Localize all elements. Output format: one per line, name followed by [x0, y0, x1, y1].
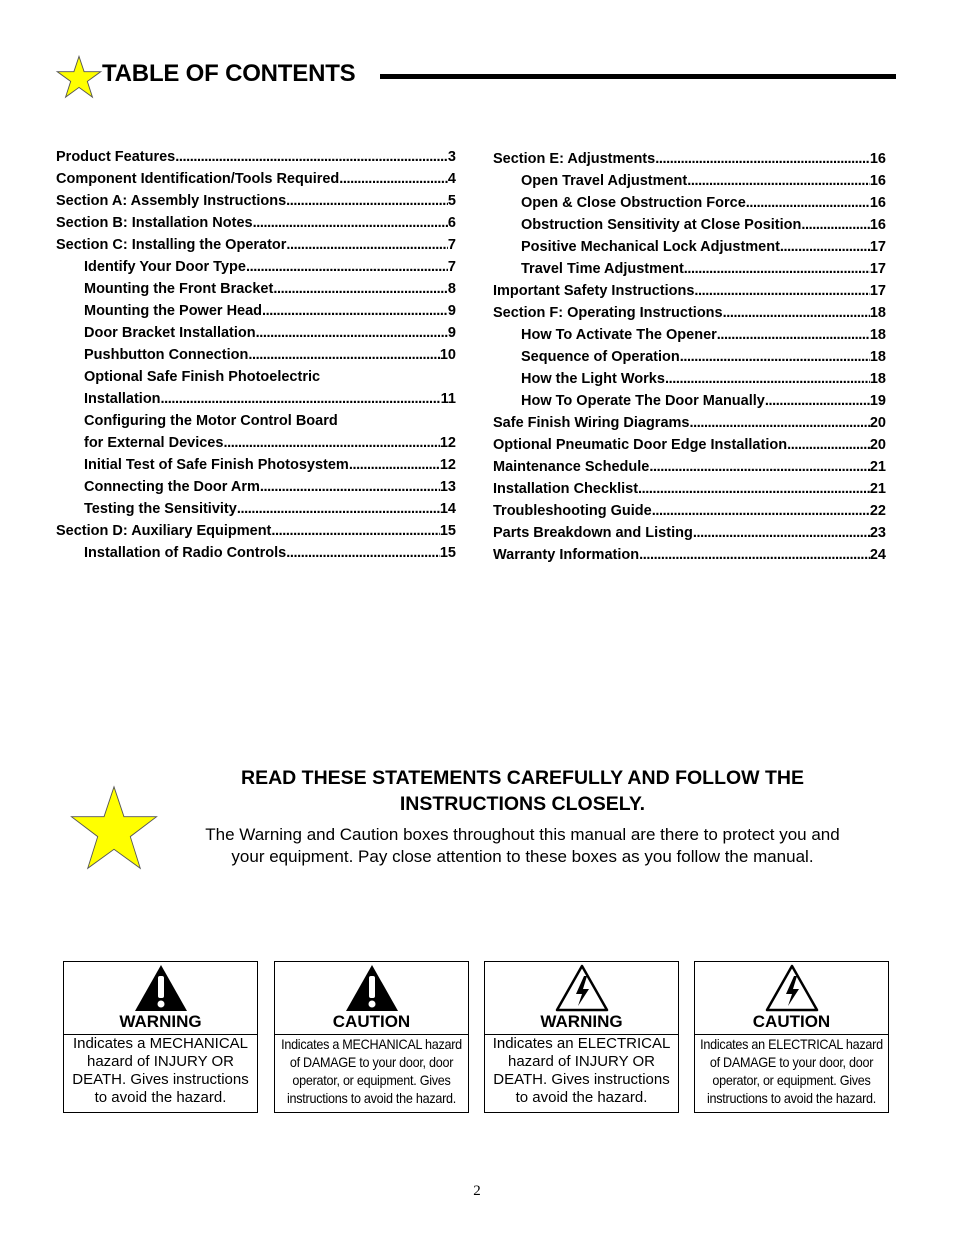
toc-entry-title: Safe Finish Wiring Diagrams [493, 415, 690, 431]
toc-entry-title: Open Travel Adjustment [521, 173, 688, 189]
toc-entry [493, 434, 886, 456]
star-icon [54, 55, 104, 99]
toc-entry-page: 15 [439, 523, 456, 539]
toc-entry-title: Sequence of Operation [521, 349, 680, 365]
toc-entry-page: 17 [869, 261, 886, 277]
toc-entry [493, 478, 886, 500]
toc-dot-leader [649, 456, 870, 478]
toc-entry-page: 12 [439, 457, 456, 473]
toc-entry [56, 300, 456, 322]
toc-entry-title: Section B: Installation Notes [56, 215, 253, 231]
toc-entry-title: How To Operate The Door Manually [521, 393, 765, 409]
toc-dot-leader [246, 256, 448, 278]
toc-entry-title: Section C: Installing the Operator [56, 237, 287, 253]
toc-entry [56, 410, 456, 432]
toc-entry-page: 7 [447, 237, 456, 253]
toc-entry [56, 454, 456, 476]
toc-dot-leader [689, 412, 869, 434]
box-description: Indicates an ELECTRICAL hazard of DAMAGE to your door, door operator, or equipment. Gives instructions to avoid the hazard. [700, 1036, 883, 1106]
toc-entry [493, 280, 886, 302]
toc-entry-page: 18 [869, 305, 886, 321]
toc-entry-title: Important Safety Instructions [493, 283, 695, 299]
toc-entry-title: Optional Safe Finish Photoelectric [84, 369, 321, 385]
toc-entry-page: 17 [869, 239, 886, 255]
toc-entry-page: 13 [439, 479, 456, 495]
toc-entry-title: Installation Checklist [493, 481, 639, 497]
notice-body: The Warning and Caution boxes throughout this manual are there to protect you and your equipment. Pay close attention to these boxes as you follow the manual. [205, 825, 840, 866]
toc-entry-page: 23 [869, 525, 886, 541]
toc-entry [56, 212, 456, 234]
toc-entry [56, 190, 456, 212]
toc-entry-title: Travel Time Adjustment [521, 261, 684, 277]
box-label: CAUTION [752, 1012, 831, 1031]
toc-entry [493, 412, 886, 434]
box-description: Indicates an ELECTRICAL hazard of INJURY OR DEATH. Gives instructions to avoid the hazard. [492, 1035, 671, 1106]
toc-entry-page: 9 [447, 303, 456, 319]
toc-entry [493, 302, 886, 324]
toc-dot-leader [723, 302, 870, 324]
toc-entry-title: Obstruction Sensitivity at Close Position [521, 217, 802, 233]
toc-entry-title: Door Bracket Installation [84, 325, 256, 341]
toc-dot-leader [684, 258, 870, 280]
toc-dot-leader [248, 344, 440, 366]
toc-entry [493, 456, 886, 478]
toc-entry [493, 170, 886, 192]
toc-entry-title: Identify Your Door Type [84, 259, 246, 275]
exclamation-triangle-icon [344, 964, 400, 1012]
toc-entry-title: Configuring the Motor Control Board [84, 413, 338, 429]
toc-entry [56, 322, 456, 344]
toc-entry-title: Troubleshooting Guide [493, 503, 652, 519]
toc-entry-page: 15 [439, 545, 456, 561]
toc-entry-title: Initial Test of Safe Finish Photosystem [84, 457, 349, 473]
toc-entry [56, 498, 456, 520]
toc-entry-page: 5 [447, 193, 456, 209]
toc-entry-page: 12 [439, 435, 456, 451]
toc-dot-leader [780, 236, 870, 258]
toc-dot-leader [223, 432, 439, 454]
toc-entry-title: Testing the Sensitivity [84, 501, 237, 517]
toc-entry-title: Positive Mechanical Lock Adjustment [521, 239, 780, 255]
lightning-triangle-icon [764, 964, 820, 1012]
toc-dot-leader [746, 192, 870, 214]
toc-entry [56, 256, 456, 278]
toc-dot-leader [253, 212, 448, 234]
toc-entry [493, 258, 886, 280]
toc-entry [56, 388, 456, 410]
caution-mechanical-box [274, 961, 469, 1113]
toc-entry-page: 16 [869, 195, 886, 211]
toc-dot-leader [161, 388, 441, 410]
toc-dot-leader [801, 214, 869, 236]
toc-dot-leader [655, 148, 870, 170]
toc-entry [493, 390, 886, 412]
toc-entry [493, 346, 886, 368]
warning-mechanical-box [63, 961, 258, 1113]
toc-dot-leader [256, 322, 448, 344]
box-description: Indicates a MECHANICAL hazard of DAMAGE to your door, door operator, or equipment. Gives instructions to avoid the hazard. [281, 1036, 462, 1106]
toc-dot-leader [286, 234, 448, 256]
toc-entry [56, 146, 456, 168]
toc-entry [56, 234, 456, 256]
toc-entry-page: 16 [869, 173, 886, 189]
box-description: Indicates a MECHANICAL hazard of INJURY OR DEATH. Gives instructions to avoid the hazard. [72, 1035, 249, 1106]
toc-dot-leader [286, 190, 448, 212]
toc-entry [493, 148, 886, 170]
toc-dot-leader [652, 500, 870, 522]
toc-entry-title: Section A: Assembly Instructions [56, 193, 287, 209]
toc-dot-leader [717, 324, 870, 346]
toc-dot-leader [694, 280, 869, 302]
toc-entry-page: 8 [447, 281, 456, 297]
toc-dot-leader [787, 434, 870, 456]
toc-dot-leader [765, 390, 870, 412]
toc-entry [56, 520, 456, 542]
caution-electrical-box [694, 961, 889, 1113]
toc-entry-title: Pushbutton Connection [84, 347, 249, 363]
toc-entry [493, 544, 886, 566]
star-icon [68, 785, 160, 871]
toc-entry-page: 4 [447, 171, 456, 187]
exclamation-triangle-icon [133, 964, 189, 1012]
toc-entry-page: 7 [447, 259, 456, 275]
toc-entry-title: Installation of Radio Controls [84, 545, 287, 561]
toc-dot-leader [687, 170, 870, 192]
toc-entry-page: 16 [869, 217, 886, 233]
toc-dot-leader [638, 478, 870, 500]
toc-entry-page: 18 [869, 349, 886, 365]
toc-entry [56, 366, 456, 388]
toc-entry-title: Installation [84, 391, 161, 407]
toc-dot-leader [260, 476, 440, 498]
toc-entry [493, 368, 886, 390]
toc-entry-title: Section E: Adjustments [493, 151, 656, 167]
toc-entry-page: 3 [447, 149, 456, 165]
toc-entry-page: 20 [869, 437, 886, 453]
toc-entry-title: How To Activate The Opener [521, 327, 717, 343]
toc-entry [56, 344, 456, 366]
toc-entry [56, 476, 456, 498]
toc-dot-leader [339, 168, 448, 190]
toc-entry-page: 24 [869, 547, 886, 563]
toc-entry-page: 19 [869, 393, 886, 409]
toc-entry [56, 278, 456, 300]
title-rule [380, 74, 896, 79]
toc-entry-title: Open & Close Obstruction Force [521, 195, 746, 211]
toc-entry-page: 11 [440, 391, 456, 407]
toc-entry-page: 21 [869, 481, 886, 497]
toc-entry-page: 16 [869, 151, 886, 167]
toc-entry-page: 6 [447, 215, 456, 231]
toc-entry [56, 168, 456, 190]
toc-entry-page: 22 [869, 503, 886, 519]
toc-dot-leader [271, 520, 439, 542]
toc-dot-leader [693, 522, 870, 544]
toc-entry-page: 21 [869, 459, 886, 475]
box-label: WARNING [540, 1012, 623, 1031]
toc-dot-leader [680, 346, 870, 368]
toc-entry-page: 18 [869, 327, 886, 343]
toc-entry-title: Maintenance Schedule [493, 459, 650, 475]
toc-entry-page: 14 [439, 501, 456, 517]
box-label: CAUTION [332, 1012, 411, 1031]
page-title: TABLE OF CONTENTS [102, 60, 356, 87]
toc-entry-page: 9 [447, 325, 456, 341]
toc-entry [493, 192, 886, 214]
lightning-triangle-icon [554, 964, 610, 1012]
toc-entry-title: Component Identification/Tools Required [56, 171, 340, 187]
toc-entry [493, 500, 886, 522]
toc-entry [493, 324, 886, 346]
toc-dot-leader [262, 300, 448, 322]
toc-dot-leader [237, 498, 440, 520]
notice-heading: READ THESE STATEMENTS CAREFULLY AND FOLLOW THE INSTRUCTIONS CLOSELY. [241, 767, 804, 815]
toc-entry-page: 18 [869, 371, 886, 387]
toc-dot-leader [639, 544, 870, 566]
toc-dot-leader [665, 368, 870, 390]
toc-entry-title: Mounting the Front Bracket [84, 281, 274, 297]
toc-dot-leader [175, 146, 448, 168]
box-label: WARNING [119, 1012, 202, 1031]
toc-entry-title: Parts Breakdown and Listing [493, 525, 693, 541]
toc-entry-title: How the Light Works [521, 371, 665, 387]
toc-entry-title: Product Features [56, 149, 176, 165]
toc-entry [56, 432, 456, 454]
toc-left-column [56, 146, 456, 564]
toc-entry-title: Connecting the Door Arm [84, 479, 260, 495]
toc-entry-title: for External Devices [84, 435, 224, 451]
warning-electrical-box [484, 961, 679, 1113]
toc-dot-leader [273, 278, 448, 300]
toc-entry-title: Section D: Auxiliary Equipment [56, 523, 272, 539]
toc-entry-title: Optional Pneumatic Door Edge Installation [493, 437, 788, 453]
toc-entry-page: 10 [439, 347, 456, 363]
toc-entry-title: Warranty Information [493, 547, 640, 563]
toc-entry-page: 20 [869, 415, 886, 431]
toc-dot-leader [349, 454, 440, 476]
toc-entry [56, 542, 456, 564]
toc-entry-title: Section F: Operating Instructions [493, 305, 723, 321]
toc-entry [493, 522, 886, 544]
toc-right-column [493, 148, 886, 566]
toc-dot-leader [286, 542, 440, 564]
page-number: 2 [473, 1183, 481, 1199]
toc-entry-page: 17 [869, 283, 886, 299]
toc-entry [493, 214, 886, 236]
toc-entry-title: Mounting the Power Head [84, 303, 263, 319]
toc-entry [493, 236, 886, 258]
